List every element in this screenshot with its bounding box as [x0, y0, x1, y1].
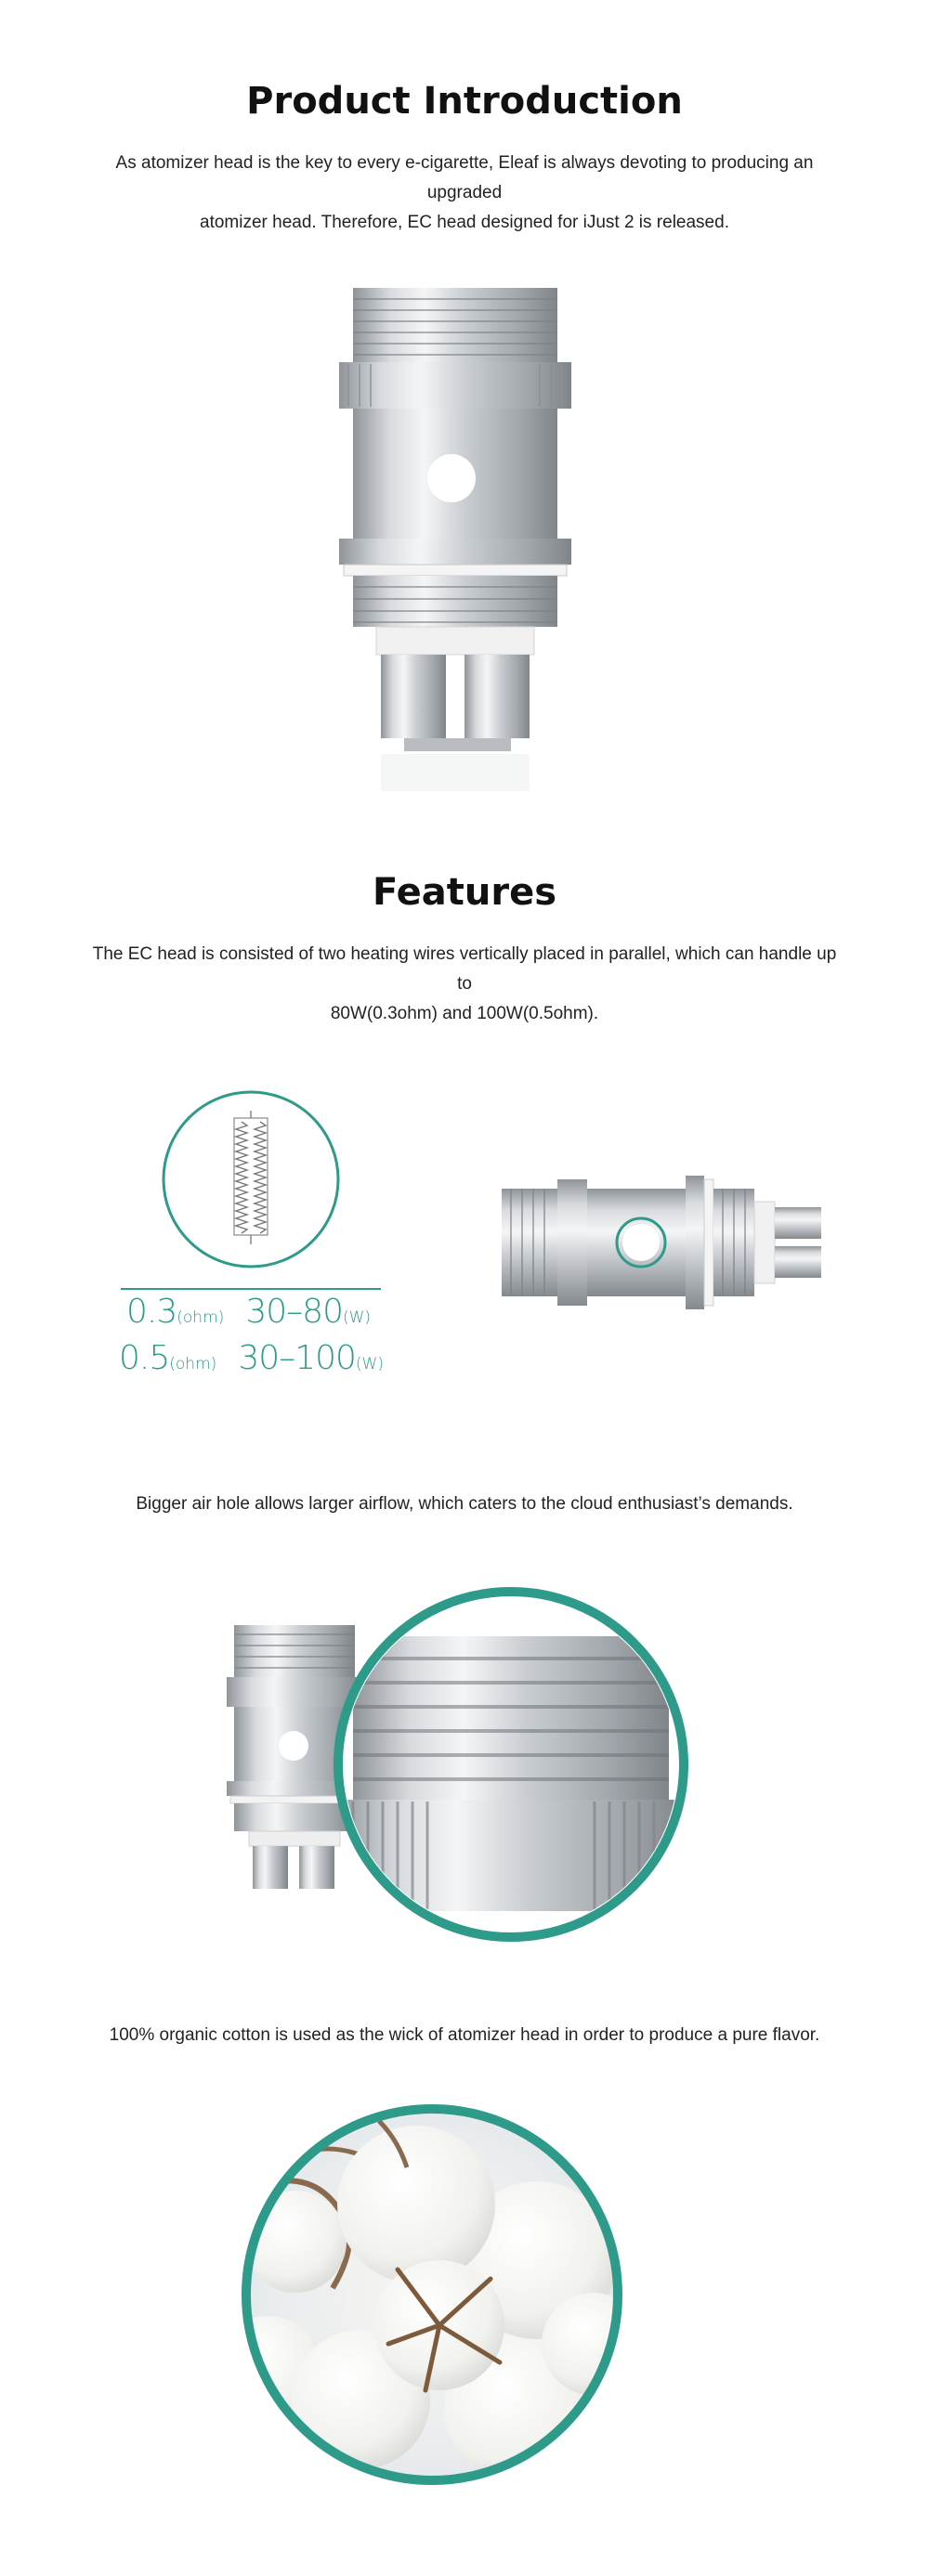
spec-wattage-2: 30–100 — [238, 1339, 356, 1377]
heating-wire-diagram — [158, 1086, 344, 1272]
cotton-text: 100% organic cotton is used as the wick of atomizer head in order to produce a pure flavor. — [109, 2025, 820, 2045]
spec-resistance-2: 0.5 — [119, 1339, 170, 1377]
horizontal-coil-image — [492, 1161, 845, 1328]
spec-wattage-unit-2: (W) — [355, 1355, 384, 1373]
airflow-image — [223, 1579, 706, 1950]
spec-wattage-1: 30–80 — [245, 1293, 343, 1331]
intro-text — [84, 149, 845, 238]
spec-row-2 — [119, 1339, 384, 1377]
spec-resistance-unit-1: (ohm) — [177, 1308, 225, 1327]
spec-row-1 — [126, 1293, 371, 1331]
airflow-text: Bigger air hole allows larger airflow, which caters to the cloud enthusiast’s demands. — [136, 1494, 793, 1514]
cotton-image — [240, 2102, 624, 2487]
features-text-line-1: The EC head is consisted of two heating wires vertically placed in parallel, which can handle up to — [92, 944, 837, 994]
coil-product-image — [334, 279, 576, 808]
intro-text-line-2: atomizer head. Therefore, EC head designed for iJust 2 is released. — [200, 213, 729, 232]
intro-text-line-1: As atomizer head is the key to every e-cigarette, Eleaf is always devoting to producing an upgraded — [115, 153, 814, 202]
air-hole — [427, 454, 476, 502]
intro-title: Product Introduction — [246, 80, 683, 123]
features-text — [84, 940, 845, 1029]
features-title: Features — [372, 871, 557, 914]
spec-resistance-unit-2: (ohm) — [169, 1355, 217, 1373]
spec-divider — [121, 1288, 381, 1290]
spec-wattage-unit-1: (W) — [342, 1308, 372, 1327]
spec-resistance-1: 0.3 — [126, 1293, 177, 1331]
features-text-line-2: 80W(0.3ohm) and 100W(0.5ohm). — [330, 1004, 599, 1023]
